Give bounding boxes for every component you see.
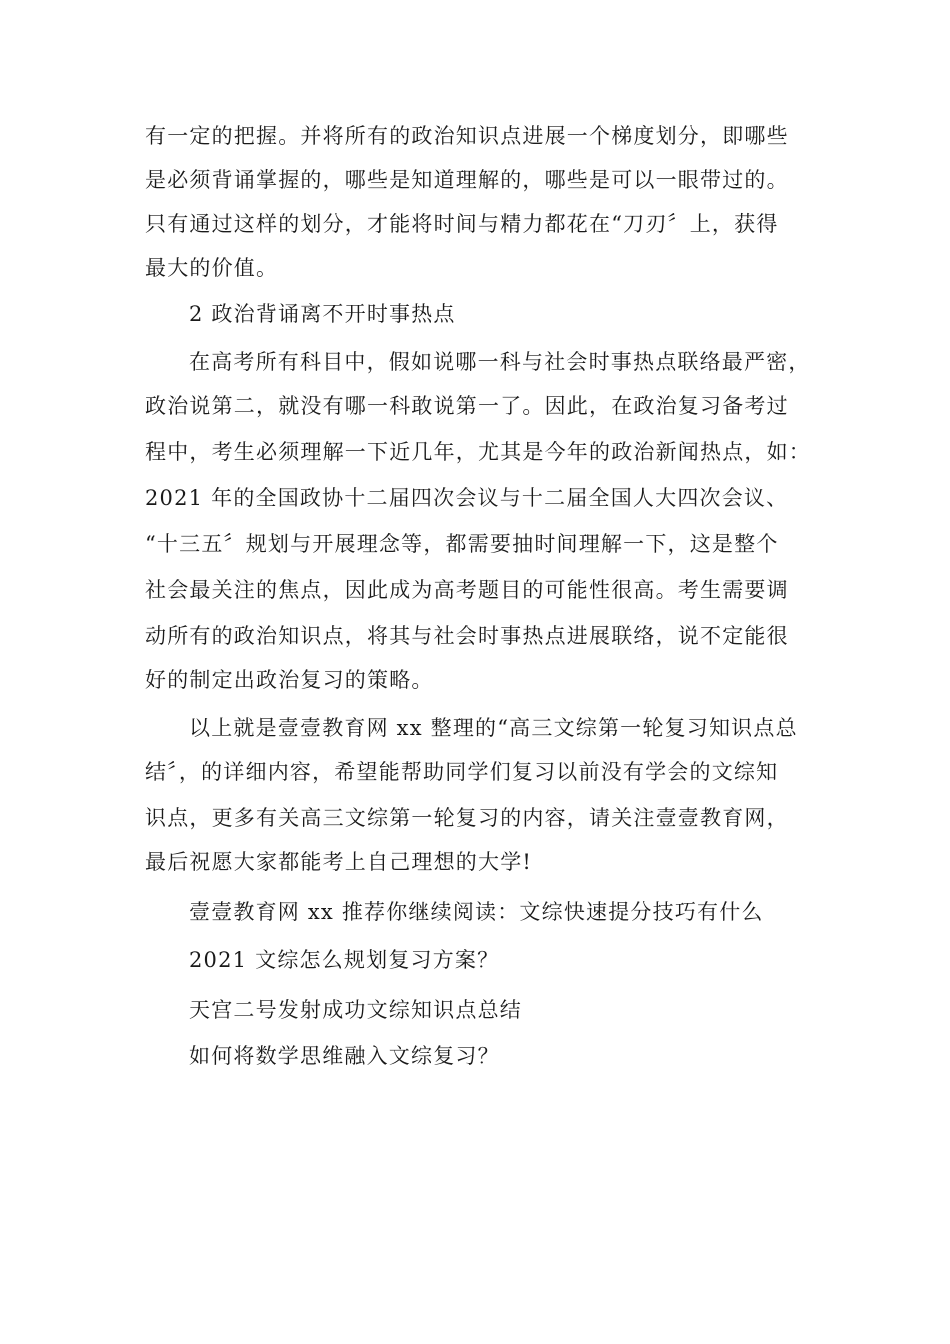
related-reading-line: 如何将数学思维融入文综复习？ [189, 1044, 500, 1068]
paragraph-line: 有一定的把握。并将所有的政治知识点进展一个梯度划分，即哪些 [145, 124, 789, 148]
paragraph-line: 最大的价值。 [145, 256, 279, 280]
paragraph-line: 好的制定出政治复习的策略。 [145, 668, 434, 692]
section-heading: 2 政治背诵离不开时事热点 [189, 302, 456, 326]
paragraph-line: 政治说第二，就没有哪一科敢说第一了。因此，在政治复习备考过 [145, 394, 789, 418]
paragraph-line: 在高考所有科目中，假如说哪一科与社会时事热点联络最严密， [189, 350, 811, 374]
paragraph-line: 最后祝愿大家都能考上自己理想的大学! [145, 850, 533, 874]
paragraph-line: 结〞，的详细内容，希望能帮助同学们复习以前没有学会的文综知 [145, 760, 779, 784]
related-reading-line: 壹壹教育网 xx 推荐你继续阅读：文综快速提分技巧有什么 [189, 900, 764, 924]
paragraph-line: 是必须背诵掌握的，哪些是知道理解的，哪些是可以一眼带过的。 [145, 168, 789, 192]
paragraph-line: 以上就是壹壹教育网 xx 整理的“高三文综第一轮复习知识点总 [189, 716, 798, 740]
related-reading-line: 2021 文综怎么规划复习方案？ [189, 948, 500, 972]
paragraph-line: 识点，更多有关高三文综第一轮复习的内容，请关注壹壹教育网， [145, 806, 789, 830]
related-reading-line: 天宫二号发射成功文综知识点总结 [189, 998, 522, 1022]
paragraph-line: “十三五〞规划与开展理念等，都需要抽时间理解一下，这是整个 [145, 532, 779, 556]
paragraph-line: 社会最关注的焦点，因此成为高考题目的可能性很高。考生需要调 [145, 578, 789, 602]
paragraph-line: 动所有的政治知识点，将其与社会时事热点进展联络，说不定能很 [145, 624, 789, 648]
paragraph-line: 2021 年的全国政协十二届四次会议与十二届全国人大四次会议、 [145, 486, 789, 510]
paragraph-line: 程中，考生必须理解一下近几年，尤其是今年的政治新闻热点，如： [145, 440, 811, 464]
paragraph-line: 只有通过这样的划分，才能将时间与精力都花在“刀刃〞上，获得 [145, 212, 779, 236]
